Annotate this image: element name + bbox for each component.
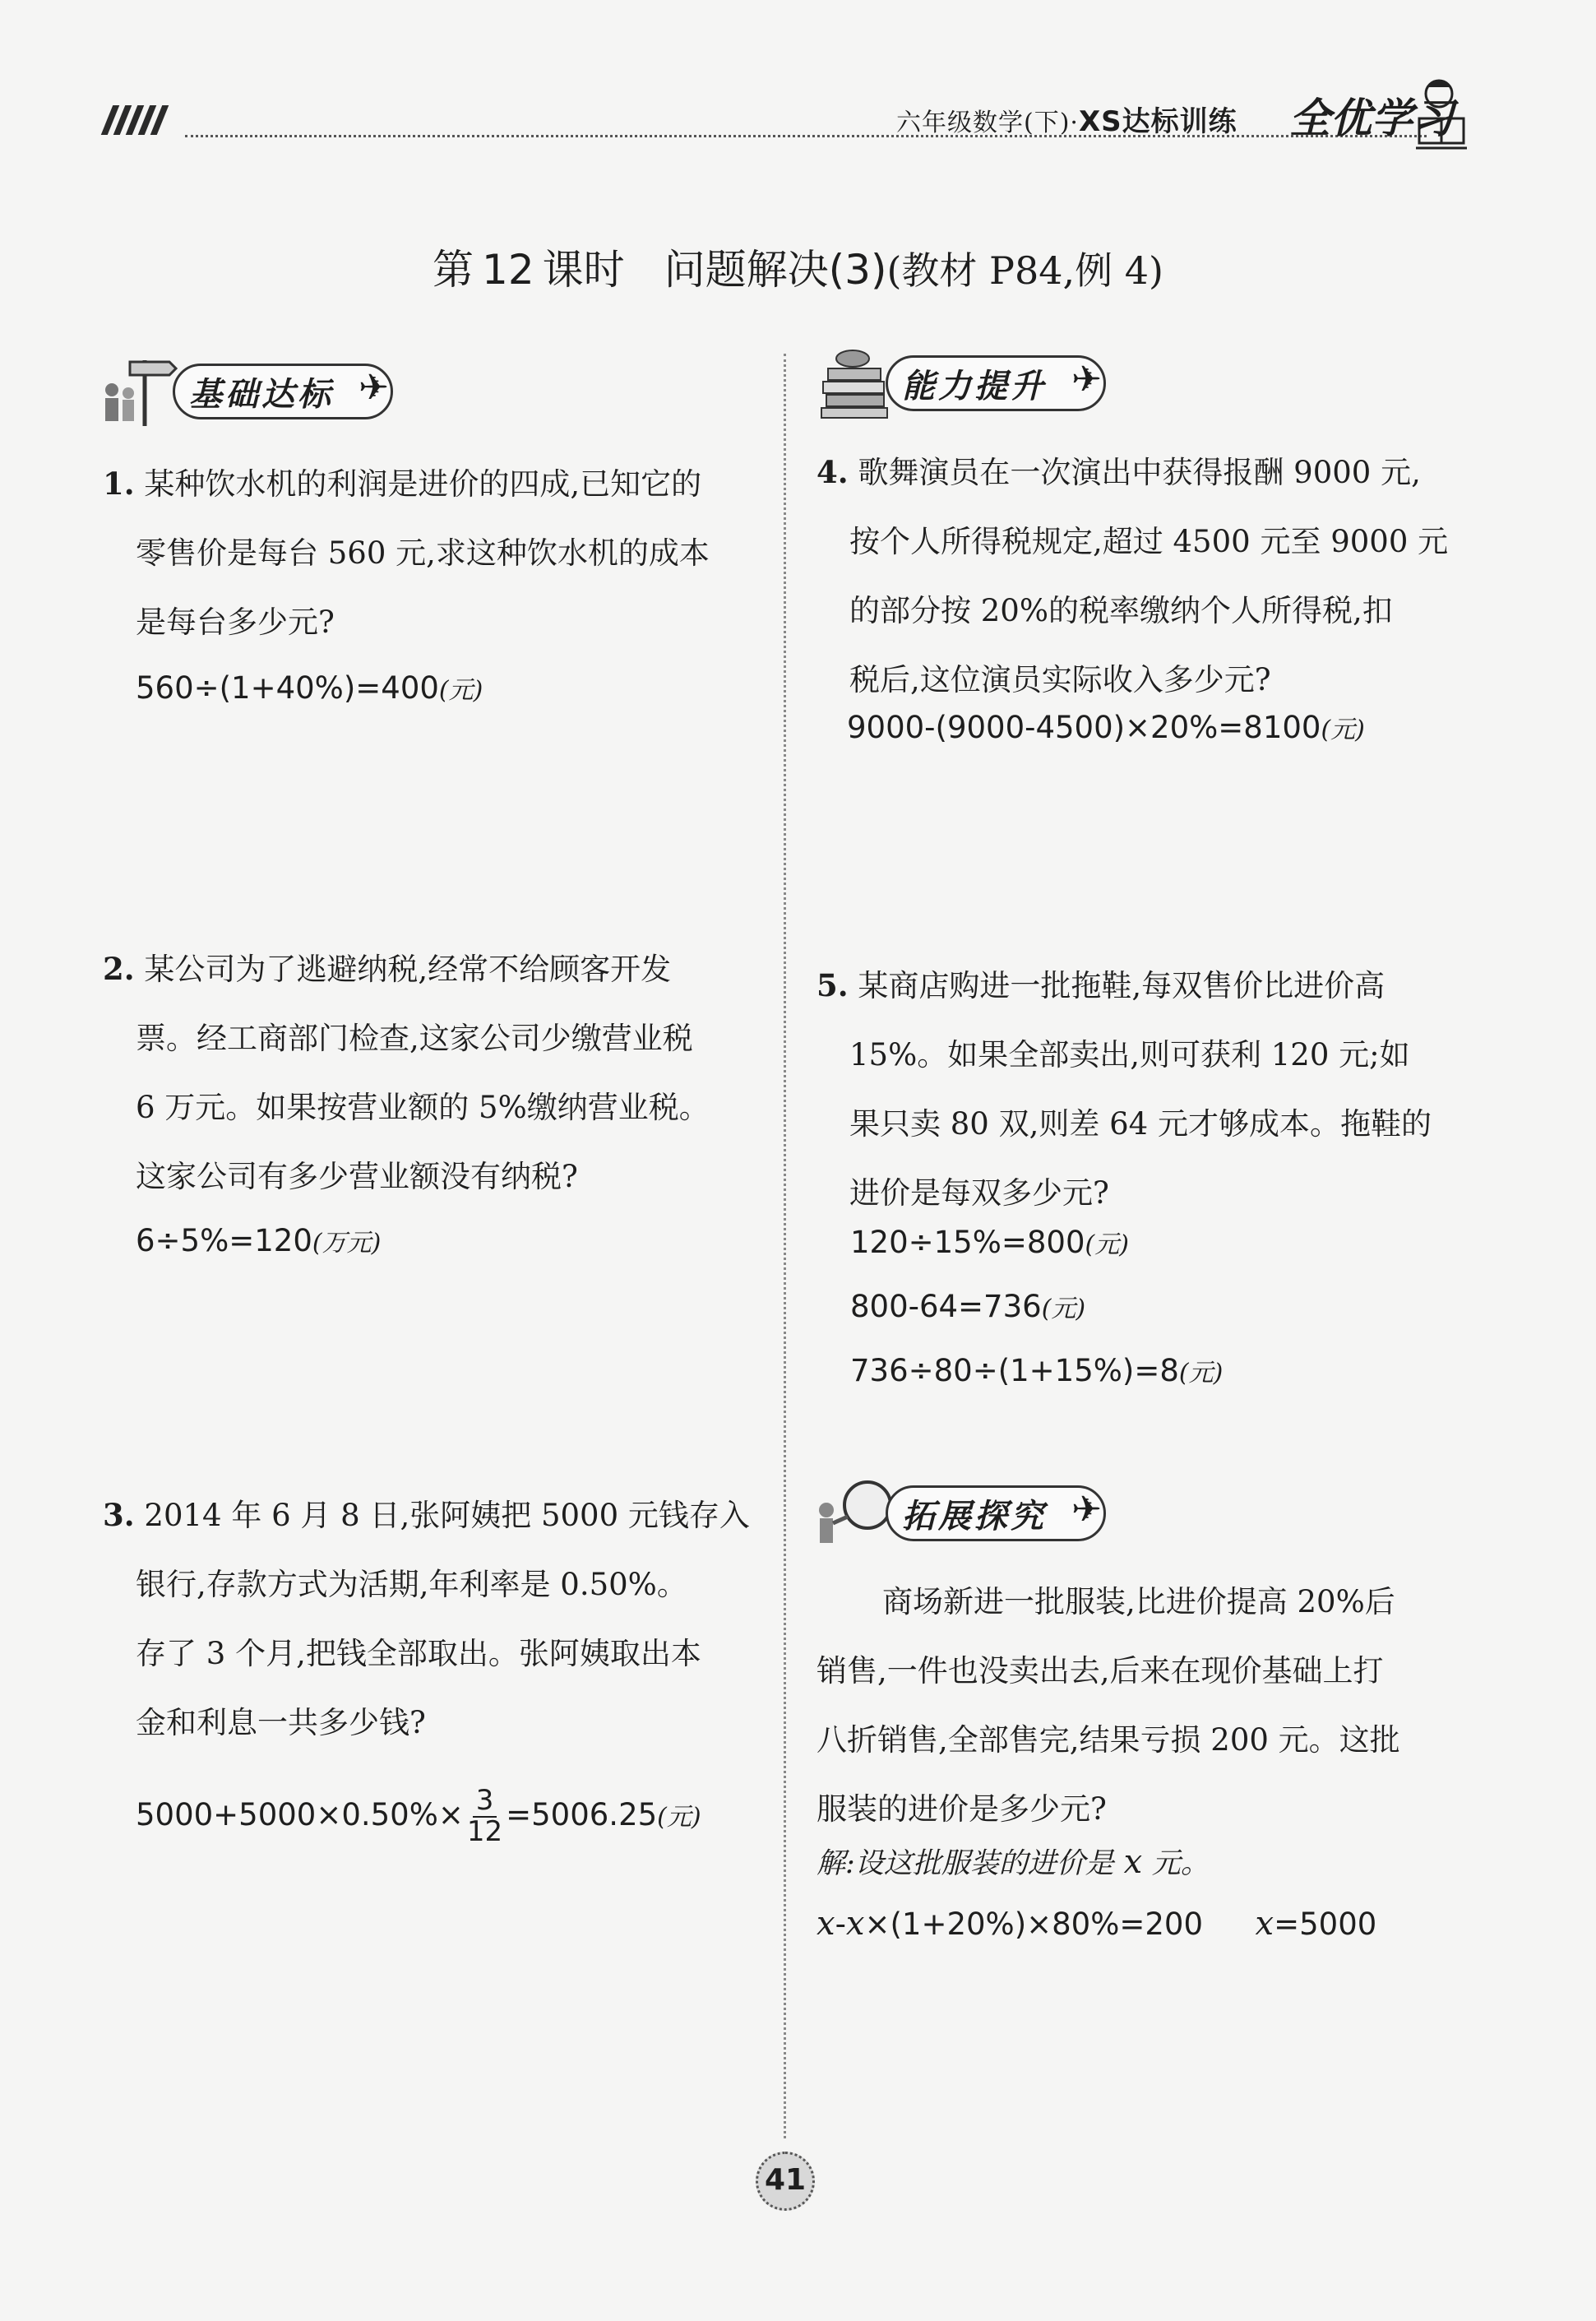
section-extend-title: 拓展探究 [902, 1498, 1047, 1536]
answer-5c [850, 1352, 1223, 1388]
problem-text-line: 果只卖 80 双,则差 64 元才够成本。拖鞋的 [849, 1106, 1432, 1142]
problem-text-line: 某商店购进一批拖鞋,每双售价比进价高 [858, 968, 1386, 1003]
answer-unit: (万元) [312, 1229, 382, 1258]
answer-expression: 800-64=736 [850, 1289, 1042, 1324]
problem-text-line: 存了 3 个月,把钱全部取出。张阿姨取出本 [136, 1636, 701, 1671]
problem-text-line: 金和利息一共多少钱? [136, 1705, 426, 1740]
answer-5a [850, 1224, 1129, 1260]
header-logo: 全优学习 [1289, 94, 1454, 142]
answer-unit: (元) [1085, 1230, 1129, 1259]
problem-3 [103, 1480, 750, 1758]
answer-2 [136, 1222, 381, 1258]
solve-suffix: 元。 [1151, 1847, 1210, 1880]
header-book-series: XS达标训练 [1078, 105, 1237, 138]
answer-unit: (元) [438, 676, 483, 705]
answer-expression: =5006.25 [506, 1797, 658, 1833]
section-extend-header [810, 1474, 1122, 1548]
problem-number: 3. [103, 1497, 135, 1533]
answer-expression: 6÷5%=120 [136, 1223, 312, 1258]
problem-text-line: 某种饮水机的利润是进价的四成,已知它的 [144, 466, 702, 502]
solve-prefix: 解:设这批服装的进价是 [817, 1847, 1114, 1880]
title-lesson-prefix: 第 [433, 246, 474, 294]
header-book-title [896, 99, 1237, 139]
problem-number: 5. [817, 967, 849, 1003]
problem-4 [817, 438, 1448, 715]
page-number-badge [756, 2152, 815, 2211]
problem-text-line: 销售,一件也没卖出去,后来在现价基础上打 [817, 1653, 1384, 1689]
answer-expression: 9000-(9000-4500)×20%=8100 [847, 710, 1321, 745]
answer-unit: (元) [657, 1803, 701, 1832]
problem-text-line: 八折销售,全部售完,结果亏损 200 元。这批 [817, 1722, 1400, 1758]
title-reference: (教材 P84,例 4) [886, 248, 1163, 293]
equation-result: =5000 [1274, 1906, 1377, 1942]
page-number: 41 [764, 2163, 807, 2197]
section-basic-title: 基础达标 [189, 376, 334, 414]
fraction-denominator: 12 [466, 1814, 503, 1848]
problem-number: 4. [817, 454, 849, 490]
page-title [0, 237, 1596, 296]
answer-expression: 560÷(1+40%)=400 [136, 670, 439, 706]
problem-text-line: 银行,存款方式为活期,年利率是 0.50%。 [136, 1567, 687, 1602]
answer-unit: (元) [1321, 716, 1365, 744]
problem-text-line: 6 万元。如果按营业额的 5%缴纳营业税。 [136, 1090, 710, 1125]
plane-icon: ✈ [359, 367, 389, 409]
section-ability-header [810, 344, 1122, 418]
section-ability-title: 能力提升 [902, 368, 1047, 405]
answer-unit: (元) [1041, 1295, 1086, 1323]
variable-x: x [1123, 1843, 1143, 1881]
plane-icon: ✈ [1071, 359, 1102, 401]
problem-text-line: 零售价是每台 560 元,求这种饮水机的成本 [136, 535, 710, 571]
fraction [467, 1786, 502, 1846]
reading-kid-icon [1413, 76, 1470, 155]
header-book-prefix: 六年级数学(下)· [896, 109, 1079, 137]
equation-operator: - [835, 1906, 846, 1942]
extend-problem [817, 1568, 1400, 1844]
header-dotted-line [185, 135, 1427, 137]
problem-text-line: 按个人所得税规定,超过 4500 元至 9000 元 [849, 524, 1449, 559]
problem-text-line: 2014 年 6 月 8 日,张阿姨把 5000 元钱存入 [144, 1498, 750, 1533]
answer-1 [136, 669, 483, 706]
answer-unit: (元) [1178, 1359, 1224, 1388]
problem-text-line: 服装的进价是多少元? [817, 1791, 1107, 1827]
problem-text-line: 是每台多少元? [136, 605, 335, 640]
variable-x: x [1255, 1905, 1274, 1943]
answer-expression: 120÷15%=800 [850, 1225, 1085, 1260]
answer-expression: 736÷80÷(1+15%)=8 [850, 1353, 1179, 1388]
header-stripes [107, 105, 163, 135]
answer-4 [847, 709, 1365, 745]
problem-text-line: 税后,这位演员实际收入多少元? [849, 662, 1271, 697]
problem-text-line: 商场新进一批服装,比进价提高 20%后 [882, 1584, 1395, 1619]
equation-rest: ×(1+20%)×80%=200 [864, 1906, 1204, 1942]
title-lesson-number: 12 [482, 246, 534, 294]
variable-x: x [845, 1905, 865, 1943]
title-topic: 问题解决(3) [664, 246, 887, 294]
problem-text-line: 15%。如果全部卖出,则可获利 120 元;如 [849, 1037, 1410, 1072]
problem-text-line: 进价是每双多少元? [849, 1175, 1109, 1211]
problem-text-line: 的部分按 20%的税率缴纳个人所得税,扣 [849, 593, 1393, 628]
problem-5 [817, 951, 1432, 1228]
problem-number: 2. [103, 951, 135, 987]
problem-text-line: 某公司为了逃避纳税,经常不给顾客开发 [144, 952, 672, 987]
column-divider [784, 354, 786, 2138]
problem-text-line: 票。经工商部门检查,这家公司少缴营业税 [136, 1021, 693, 1056]
answer-expression: 5000+5000×0.50%× [136, 1797, 464, 1833]
answer-5b [850, 1288, 1085, 1324]
problem-text-line: 这家公司有多少营业额没有纳税? [136, 1159, 578, 1194]
extend-equation [817, 1905, 1376, 1943]
fraction-numerator: 3 [473, 1786, 497, 1818]
extend-solve-statement [817, 1841, 1210, 1882]
problem-2 [103, 934, 710, 1211]
section-basic-header [97, 352, 409, 426]
variable-x: x [817, 1905, 835, 1943]
problem-number: 1. [103, 466, 135, 502]
problem-1 [103, 449, 710, 657]
answer-3 [136, 1786, 701, 1846]
plane-icon: ✈ [1071, 1489, 1102, 1531]
problem-text-line: 歌舞演员在一次演出中获得报酬 9000 元, [858, 455, 1421, 490]
title-lesson-suffix: 课时 [542, 246, 625, 294]
